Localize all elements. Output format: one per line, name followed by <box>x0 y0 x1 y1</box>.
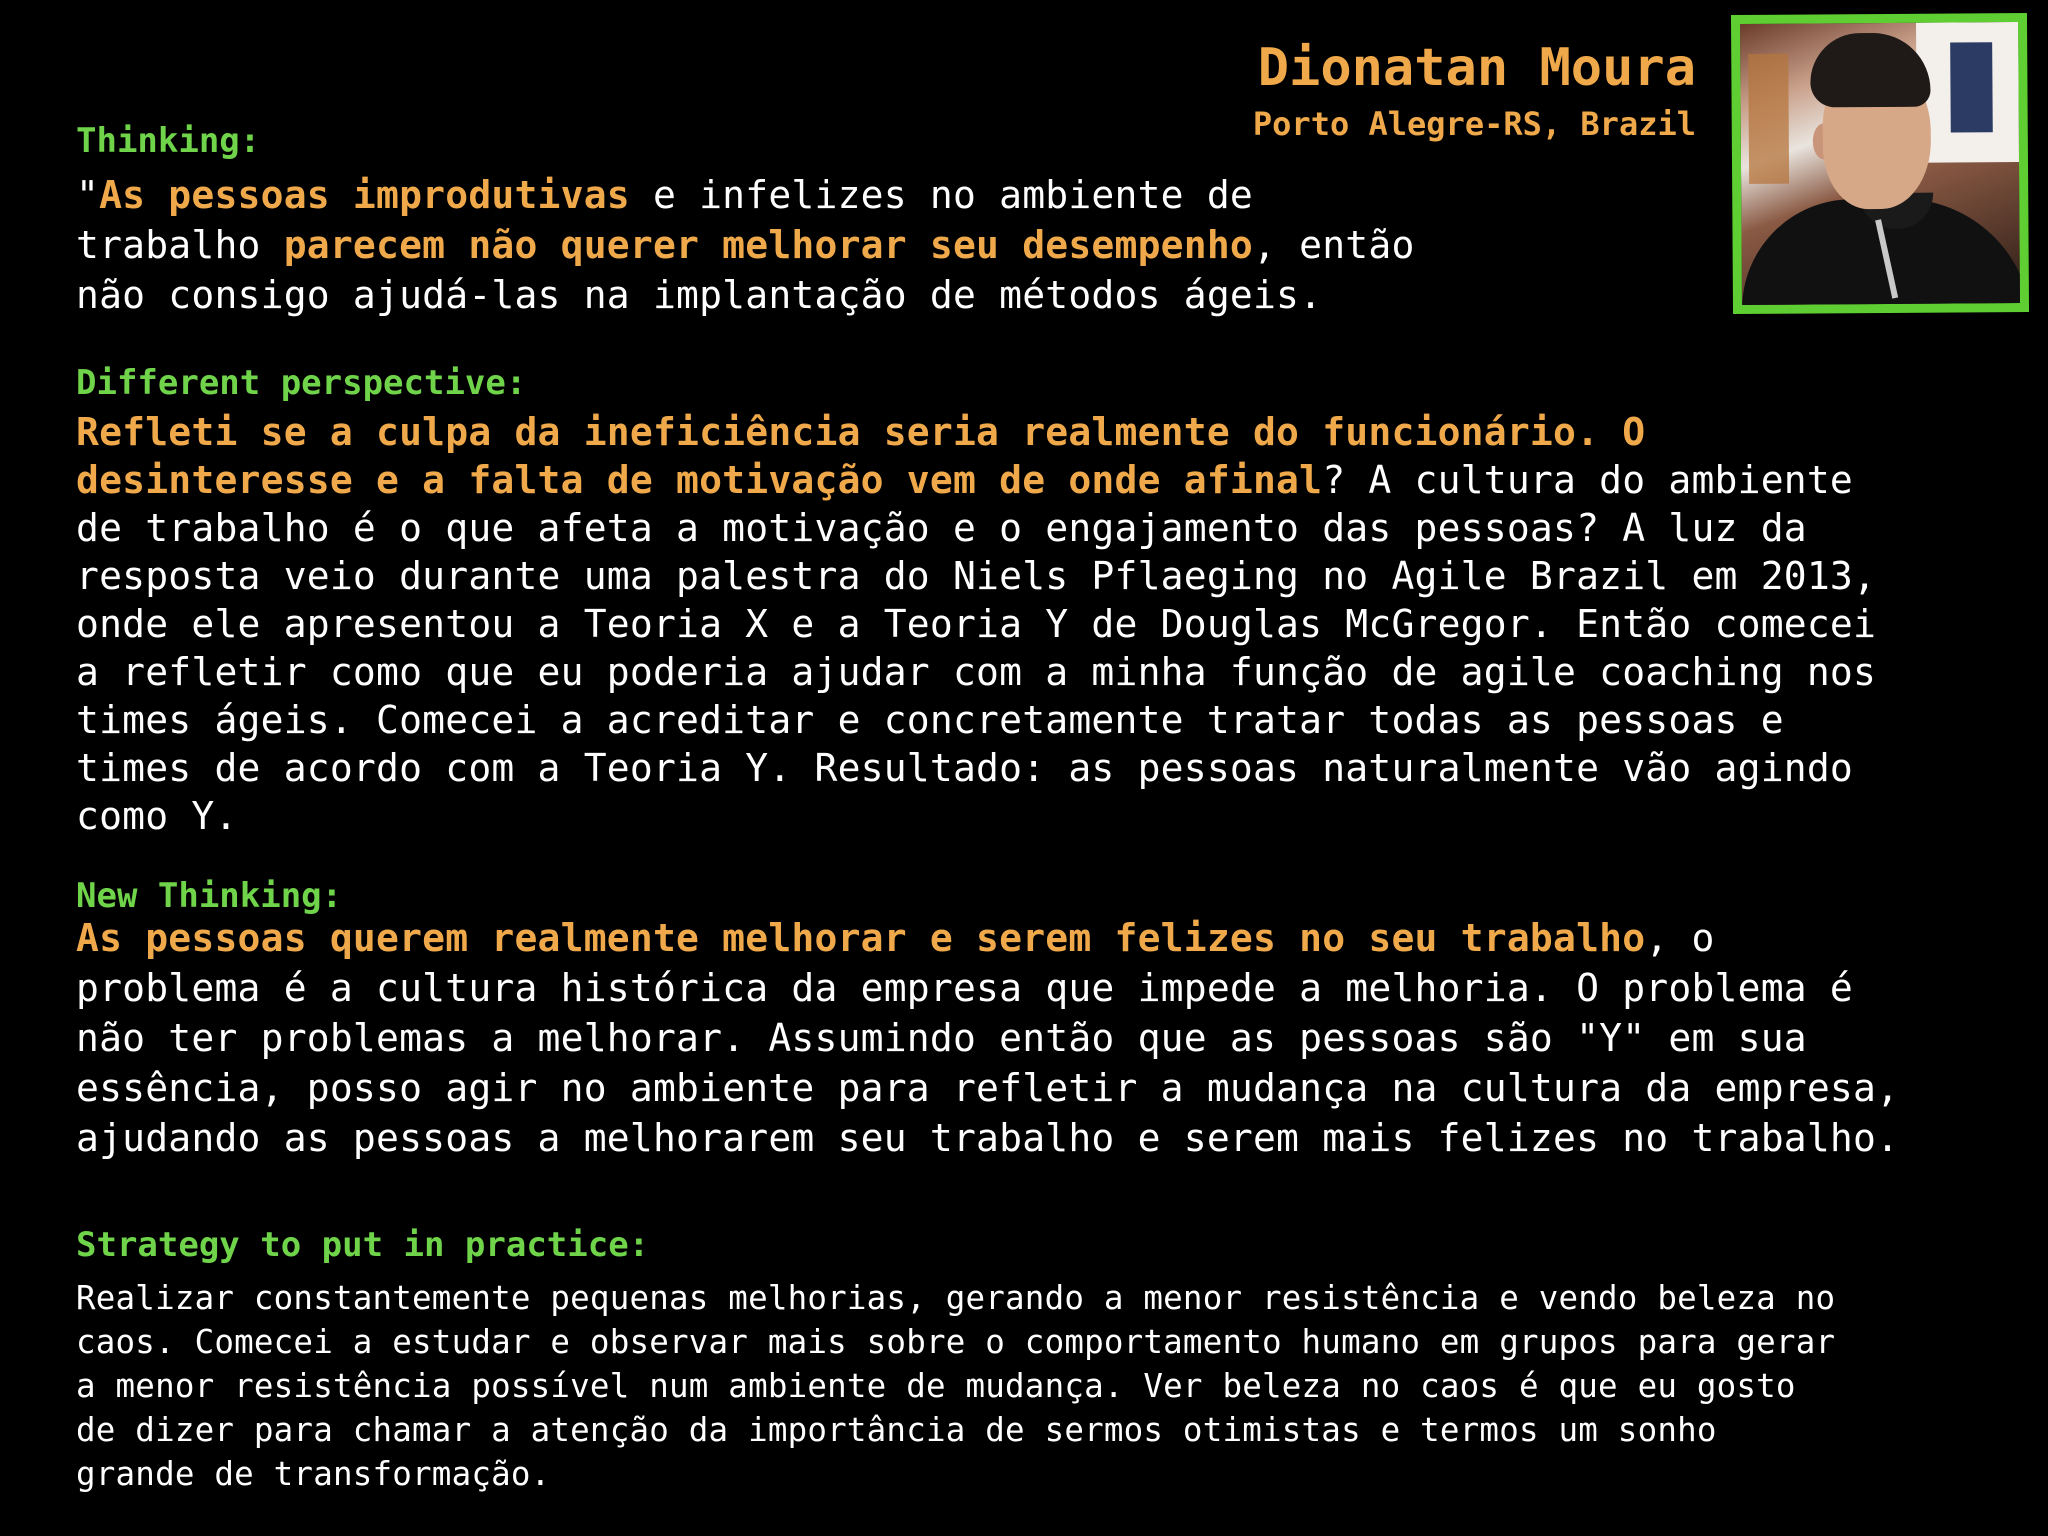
body-text: trabalho <box>76 223 284 267</box>
body-text: times ágeis. Comecei a acreditar e concretamente tratar todas as pessoas e <box>76 698 1784 742</box>
strategy-heading: Strategy to put in practice: <box>76 1225 650 1265</box>
text-line <box>76 220 1415 270</box>
text-line <box>76 1452 1835 1496</box>
highlighted-text: As pessoas improdutivas <box>99 173 630 217</box>
text-line <box>76 792 1876 840</box>
body-text: resposta veio durante uma palestra do Niels Pflaeging no Agile Brazil em 2013, <box>76 554 1877 598</box>
new-thinking-text <box>76 913 1899 1163</box>
text-line <box>76 552 1876 600</box>
body-text: problema é a cultura histórica da empresa que impede a melhoria. O problema é <box>76 966 1854 1010</box>
text-line <box>76 504 1876 552</box>
highlighted-text: As pessoas querem realmente melhorar e serem felizes no seu trabalho <box>76 916 1646 960</box>
text-line <box>76 1113 1899 1163</box>
body-text: a refletir como que eu poderia ajudar com a minha função de agile coaching nos <box>76 650 1877 694</box>
strategy-text <box>76 1276 1835 1496</box>
text-line <box>76 1013 1899 1063</box>
perspective-heading: Different perspective: <box>76 363 527 403</box>
body-text: , então <box>1252 223 1415 267</box>
text-line <box>76 456 1876 504</box>
text-line <box>76 408 1876 456</box>
body-text: essência, posso agir no ambiente para refletir a mudança na cultura da empresa, <box>76 1066 1900 1110</box>
perspective-text <box>76 408 1876 840</box>
text-line <box>76 1063 1899 1113</box>
body-text: " <box>76 173 100 217</box>
thinking-text <box>76 170 1415 320</box>
new-thinking-heading: New Thinking: <box>76 876 343 916</box>
text-line <box>76 744 1876 792</box>
text-line <box>76 648 1876 696</box>
text-line <box>76 963 1899 1013</box>
body-text: caos. Comecei a estudar e observar mais sobre o comportamento humano em grupos para gerar <box>76 1323 1836 1361</box>
highlighted-text: parecem não querer melhorar seu desempenho <box>283 223 1253 267</box>
text-line <box>76 913 1899 963</box>
body-text: de trabalho é o que afeta a motivação e o engajamento das pessoas? A luz da <box>76 506 1807 550</box>
body-text: e infelizes no ambiente de <box>629 173 1253 217</box>
highlighted-text: desinteresse e a falta de motivação vem de onde afinal <box>76 458 1323 502</box>
body-text: times de acordo com a Teoria Y. Resultado: as pessoas naturalmente vão agindo <box>76 746 1854 790</box>
body-text: não consigo ajudá-las na implantação de métodos ágeis. <box>76 273 1323 317</box>
thinking-heading: Thinking: <box>76 121 261 161</box>
body-text: não ter problemas a melhorar. Assumindo então que as pessoas são "Y" em sua <box>76 1016 1807 1060</box>
text-line <box>76 1276 1835 1320</box>
body-text: como Y. <box>76 794 238 838</box>
text-line <box>76 1408 1835 1452</box>
text-line <box>76 696 1876 744</box>
body-text: Realizar constantemente pequenas melhorias, gerando a menor resistência e vendo beleza no <box>76 1279 1836 1317</box>
highlighted-text: Refleti se a culpa da ineficiência seria realmente do funcionário. O <box>76 410 1646 454</box>
profile-location: Porto Alegre-RS, Brazil <box>1252 105 1696 143</box>
body-text: ajudando as pessoas a melhorarem seu trabalho e serem mais felizes no trabalho. <box>76 1116 1900 1160</box>
body-text: ? A cultura do ambiente <box>1322 458 1854 502</box>
profile-photo <box>1731 13 2029 314</box>
text-line <box>76 270 1415 320</box>
body-text: grande de transformação. <box>76 1455 551 1493</box>
body-text: a menor resistência possível num ambiente de mudança. Ver beleza no caos é que eu gosto <box>76 1367 1796 1405</box>
text-line <box>76 1364 1835 1408</box>
profile-name: Dionatan Moura <box>1257 38 1696 98</box>
body-text: onde ele apresentou a Teoria X e a Teoria Y de Douglas McGregor. Então comecei <box>76 602 1877 646</box>
text-line <box>76 600 1876 648</box>
body-text: de dizer para chamar a atenção da importância de sermos otimistas e termos um sonho <box>76 1411 1717 1449</box>
text-line <box>76 1320 1835 1364</box>
text-line <box>76 170 1415 220</box>
body-text: , o <box>1645 916 1715 960</box>
